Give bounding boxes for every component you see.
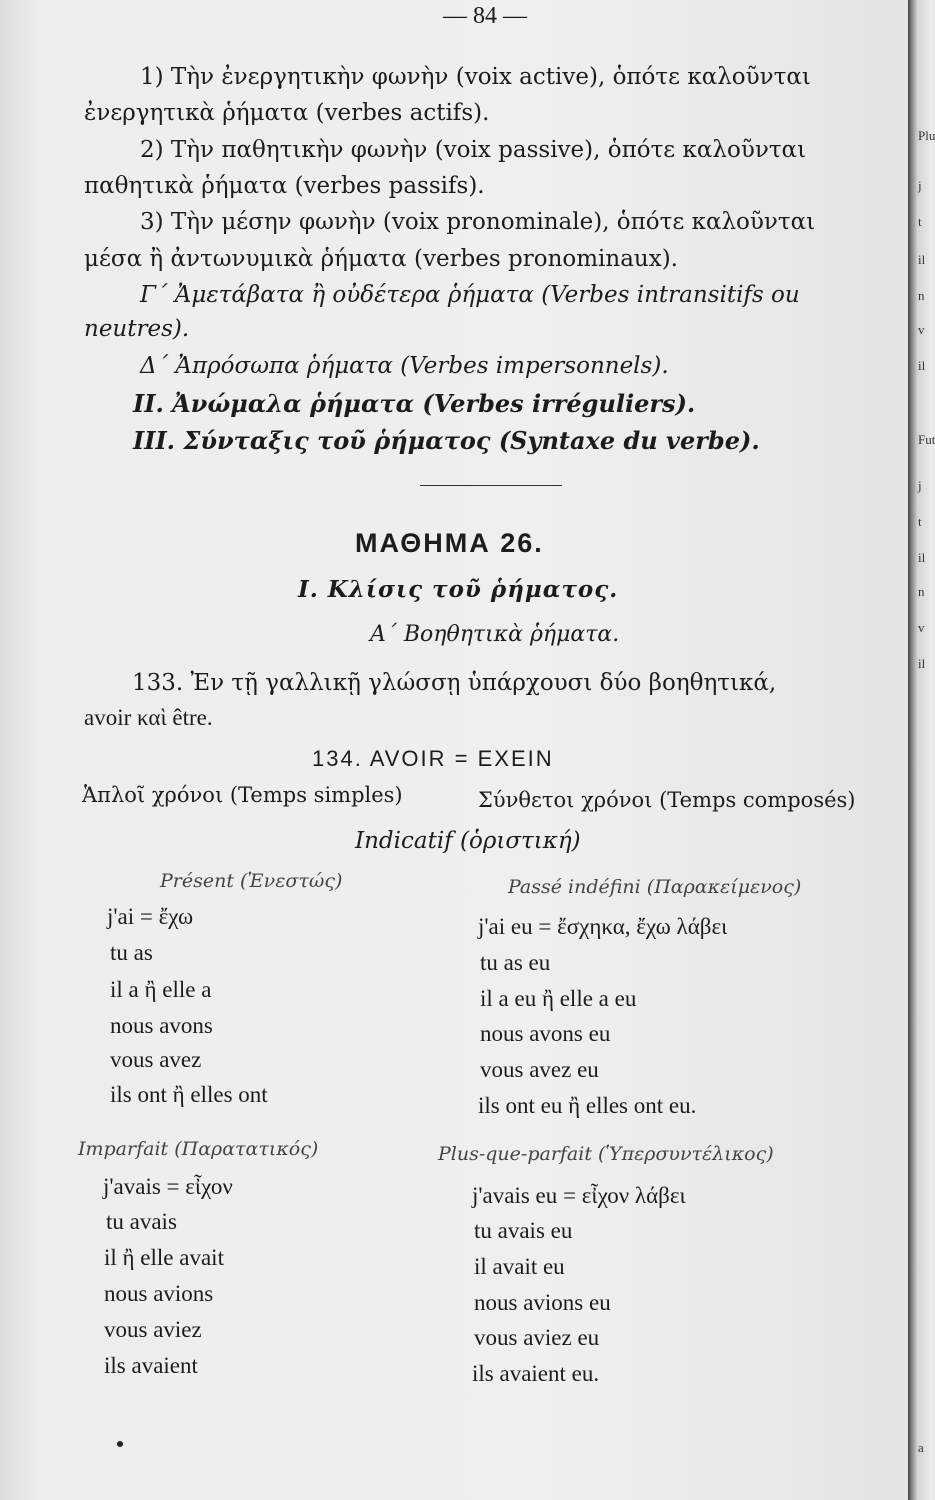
- conj-line: ils ont ἢ elles ont: [110, 1082, 268, 1107]
- text-line: μέσα ἢ ἀντωνυμικὰ ῥήματα (verbes pronominaux).: [84, 246, 678, 272]
- margin-fragment: il: [918, 656, 926, 671]
- text-line: 3) Τὴν μέσην φωνὴν (voix pronominale), ὁπότε καλοῦνται: [140, 209, 816, 235]
- conj-line: j'ai = ἔχω: [107, 904, 194, 929]
- text-line: neutres).: [84, 316, 190, 342]
- tense-title-imparfait: Imparfait (Παρατατικός): [78, 1138, 319, 1160]
- conj-line: il ἢ elle avait: [104, 1245, 224, 1270]
- page-number: — 84 —: [443, 3, 527, 29]
- text-line: ἐνεργητικὰ ῥήματα (verbes actifs).: [84, 100, 490, 126]
- paragraph-133-cont: avoir καὶ être.: [84, 705, 213, 730]
- conj-line: tu as: [110, 940, 153, 965]
- section-heading: II. Ἀνώμαλα ῥήματα (Verbes irréguliers).: [133, 389, 696, 418]
- conj-line: il a ἢ elle a: [110, 977, 212, 1002]
- conj-line: ils avaient: [104, 1353, 198, 1378]
- simple-tenses-label: Ἁπλοῖ χρόνοι (Temps simples): [82, 783, 403, 807]
- mood-label: Indicatif (ὁριστική): [355, 828, 581, 854]
- lesson-subtitle: I. Κλίσις τοῦ ῥήματος.: [298, 576, 619, 603]
- conj-line: nous avions eu: [474, 1290, 611, 1315]
- margin-fragment: a: [918, 1440, 924, 1455]
- margin-fragment: j: [918, 178, 922, 193]
- text-line: 2) Τὴν παθητικὴν φωνὴν (voix passive), ὁπότε καλοῦνται: [140, 137, 807, 163]
- margin-fragment: il: [918, 550, 926, 565]
- conj-line: vous avez eu: [480, 1057, 599, 1082]
- tense-title-present: Présent (Ἐνεστώς): [160, 870, 343, 892]
- conj-line: il a eu ἢ elle a eu: [480, 986, 637, 1011]
- text-line: Δ΄ Ἀπρόσωπα ῥήματα (Verbes impersonnels).: [140, 353, 669, 379]
- margin-fragment: t: [918, 214, 922, 229]
- conj-line: ils ont eu ἢ elles ont eu.: [478, 1093, 697, 1118]
- next-page-edge: [908, 0, 935, 1500]
- conj-line: nous avons: [110, 1013, 213, 1038]
- conj-line: tu as eu: [480, 950, 551, 975]
- conj-line: j'ai eu = ἔσχηκα, ἔχω λάβει: [478, 914, 728, 939]
- text-line: Γ΄ Ἀμετάβατα ἢ οὐδέτερα ῥήματα (Verbes intransitifs ou: [140, 282, 800, 308]
- conj-line: tu avais eu: [474, 1218, 573, 1243]
- lesson-title: ΜΑΘΗΜΑ 26.: [355, 528, 544, 558]
- margin-fragment: v: [918, 322, 925, 337]
- tense-title-passe: Passé indéfini (Παρακείμενος): [508, 876, 802, 898]
- margin-fragment: Plu: [918, 128, 935, 143]
- conj-line: il avait eu: [474, 1254, 565, 1279]
- margin-fragment: v: [918, 620, 925, 635]
- text-line: 1) Τὴν ἐνεργητικὴν φωνὴν (voix active), ὁπότε καλοῦνται: [140, 64, 811, 90]
- tense-title-plusque: Plus-que-parfait (Ὑπερσυντέλικος): [438, 1143, 774, 1165]
- text-line: παθητικὰ ῥήματα (verbes passifs).: [84, 173, 485, 199]
- margin-fragment: Fut: [918, 432, 935, 447]
- conj-line: vous aviez: [104, 1317, 202, 1342]
- margin-fragment: t: [918, 514, 922, 529]
- conj-line: vous avez: [110, 1047, 202, 1072]
- conj-line: vous aviez eu: [474, 1325, 600, 1350]
- conj-line: nous avons eu: [480, 1021, 611, 1046]
- heading-134: 134. AVOIR = EXEIN: [312, 746, 554, 771]
- conj-line: tu avais: [106, 1209, 177, 1234]
- section-heading: III. Σύνταξις τοῦ ῥήματος (Syntaxe du verbe).: [133, 426, 760, 455]
- margin-fragment: il: [918, 252, 926, 267]
- margin-fragment: j: [918, 478, 922, 493]
- margin-fragment: il: [918, 358, 926, 373]
- conj-line: j'avais = εἶχον: [103, 1174, 233, 1199]
- conj-line: ils avaient eu.: [472, 1361, 600, 1386]
- paragraph-133: 133. Ἐν τῇ γαλλικῇ γλώσσῃ ὑπάρχουσι δύο βοηθητικά,: [132, 670, 777, 696]
- conj-line: j'avais eu = εἶχον λάβει: [472, 1183, 686, 1208]
- lesson-subsubtitle: Α΄ Βοηθητικὰ ῥήματα.: [370, 622, 620, 647]
- margin-fragment: n: [918, 584, 925, 599]
- compound-tenses-label: Σύνθετοι χρόνοι (Temps composés): [478, 788, 856, 812]
- conj-line: nous avions: [104, 1281, 214, 1306]
- margin-fragment: n: [918, 288, 925, 303]
- ink-speck: [117, 1441, 123, 1447]
- separator-rule: [420, 485, 562, 486]
